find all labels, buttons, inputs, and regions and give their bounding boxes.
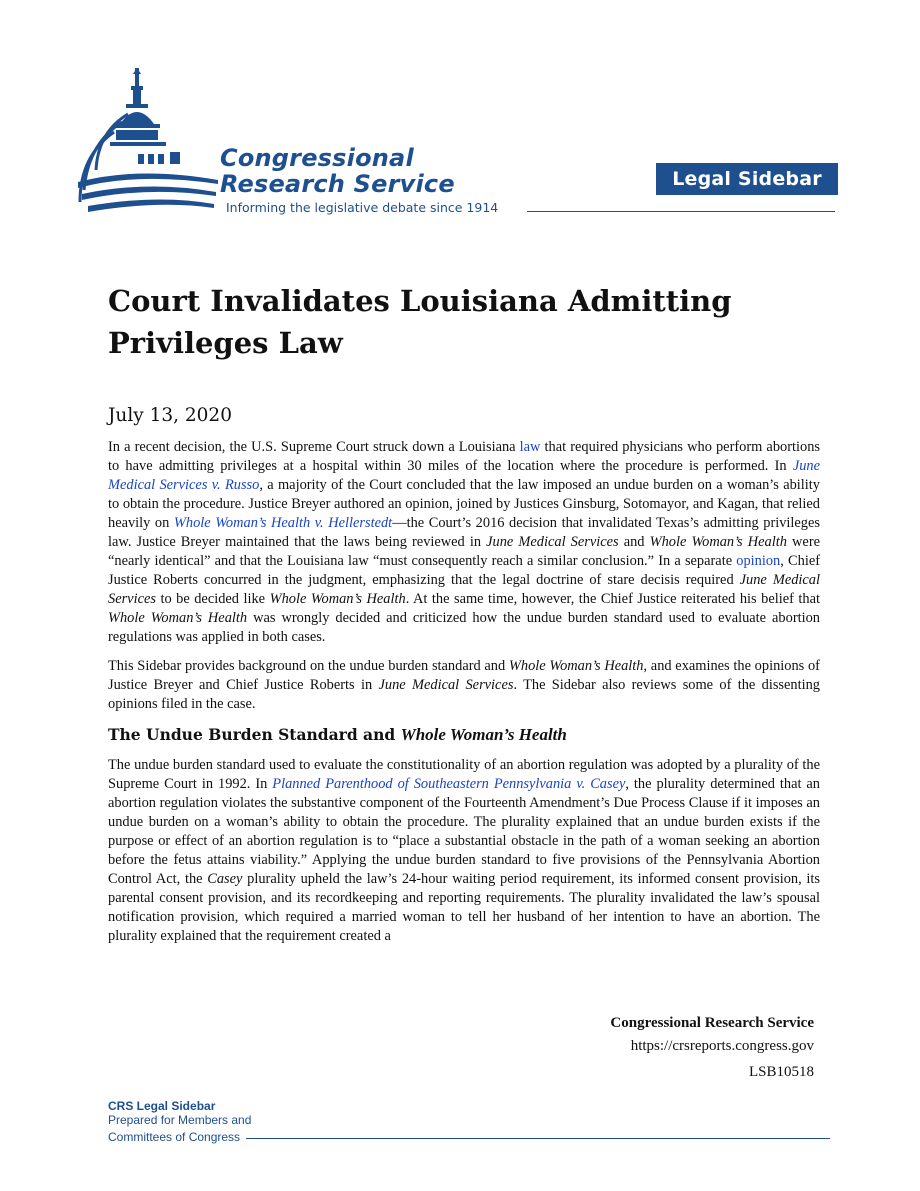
text-run: This Sidebar provides background on the undue burden standard and: [108, 658, 509, 674]
section-heading: [108, 724, 820, 746]
text-run: , and examines the opinions of Justice Breyer and Chief Justice Roberts in: [108, 658, 820, 693]
text-run: that required physicians who perform abortions to have admitting privileges at a hospital within 30 miles of the location where the procedure is performed. In: [108, 439, 820, 474]
casey-link-text: Planned Parenthood of Southeastern Pennsylvania v. Casey: [272, 776, 626, 792]
page-title-line1: Court Invalidates Louisiana Admitting: [108, 284, 732, 318]
footer-url[interactable]: https://crsreports.congress.gov: [630, 1038, 814, 1054]
section-heading-text: The Undue Burden Standard and: [108, 725, 401, 744]
footer-organization: Congressional Research Service: [610, 1015, 814, 1031]
text-run: In a recent decision, the U.S. Supreme Court struck down a Louisiana: [108, 439, 520, 455]
case-name: June Medical Services: [378, 677, 514, 693]
publication-date: July 13, 2020: [108, 405, 232, 426]
text-run: . The Sidebar also reviews some of the dissenting opinions filed in the case.: [108, 677, 820, 712]
bottom-series-subtitle-line1: Prepared for Members and: [108, 1113, 252, 1127]
whole-womans-health-link[interactable]: [174, 515, 392, 531]
text-run: , a majority of the Court concluded that the law imposed an undue burden on a woman’s ability to obtain the procedure. Justice Breyer authored an opinion, joined by Justices Ginsburg, Sotomayor, and Kagan, that relied heavily on: [108, 477, 820, 531]
brand-name-line1: Congressional: [220, 144, 414, 172]
legal-sidebar-badge: Legal Sidebar: [656, 163, 838, 195]
section-heading-italic: Whole Woman’s Health: [400, 725, 567, 744]
whole-womans-health-link-text: Whole Woman’s Health v. Hellerstedt: [173, 515, 393, 531]
text-run: plurality upheld the law’s 24-hour waiting period requirement, its informed consent provision, its parental consent provision, and its recordkeeping and reporting requirements. The plurality invalidated the law’s spousal notification provision, which required a married woman to tell her husband of her intention to have an abortion. The plurality explained that the requirement created a: [108, 871, 820, 944]
casey-link[interactable]: [272, 776, 625, 792]
text-run: , the plurality determined that an abortion regulation violates the substantive component of the Fourteenth Amendment’s Due Process Clause if it imposes an undue burden on a woman’s ability to obtain the procedure. The plurality explained that an undue burden exists if the purpose or effect of an abortion regulation is to “place a substantial obstacle in the path of a woman seeking an abortion before the fetus attains viability.” Applying the undue burden standard to five provisions of the Pennsylvania Abortion Control Act, the: [108, 776, 820, 887]
article-body: [108, 438, 820, 956]
text-run: , Chief Justice Roberts concurred in the judgment, emphasizing that the legal doctrine of stare decisis required: [108, 553, 820, 588]
header-divider: [527, 211, 835, 212]
law-link[interactable]: law: [519, 439, 541, 455]
text-run: . At the same time, however, the Chief Justice reiterated his belief that: [405, 591, 820, 607]
bottom-series-title: CRS Legal Sidebar: [108, 1099, 216, 1113]
text-run: and: [618, 534, 650, 550]
bottom-series-subtitle-line2: Committees of Congress: [108, 1130, 241, 1144]
opinion-link[interactable]: opinion: [736, 553, 781, 569]
text-run: was wrongly decided and criticized how the undue burden standard used to evaluate abortion regulations was applied in both cases.: [108, 610, 820, 645]
case-name: Whole Woman’s Health: [649, 534, 787, 550]
page-title: [108, 280, 808, 364]
case-name: Whole Woman’s Health: [269, 591, 406, 607]
case-name: Casey: [207, 871, 243, 887]
june-medical-link-text: June Medical Services v. Russo: [108, 458, 820, 493]
brand-tagline: Informing the legislative debate since 1914: [226, 200, 499, 215]
case-name: June Medical Services: [108, 572, 820, 607]
case-name: June Medical Services: [486, 534, 619, 550]
footer-divider: [246, 1138, 830, 1139]
page-title-line2: Privileges Law: [108, 326, 343, 360]
capitol-dome-icon: [78, 62, 218, 222]
brand-name-line2: Research Service: [220, 170, 455, 198]
paragraph-overview: [108, 657, 820, 714]
text-run: The undue burden standard used to evaluate the constitutionality of an abortion regulation was adopted by a plurality of the Supreme Court in 1992. In: [108, 757, 820, 792]
paragraph-undue-burden: [108, 756, 820, 946]
case-name: Whole Woman’s Health: [508, 658, 644, 674]
paragraph-intro: [108, 438, 820, 647]
footer-document-id: LSB10518: [748, 1064, 814, 1080]
text-run: to be decided like: [155, 591, 270, 607]
case-name: Whole Woman’s Health: [108, 610, 248, 626]
text-run: were “nearly identical” and that the Louisiana law “must consequently reach a similar conclusion.” In a separate: [108, 534, 820, 569]
text-run: —the Court’s 2016 decision that invalidated Texas’s admitting privileges law. Justice Breyer maintained that the laws being reviewed in: [108, 515, 820, 550]
